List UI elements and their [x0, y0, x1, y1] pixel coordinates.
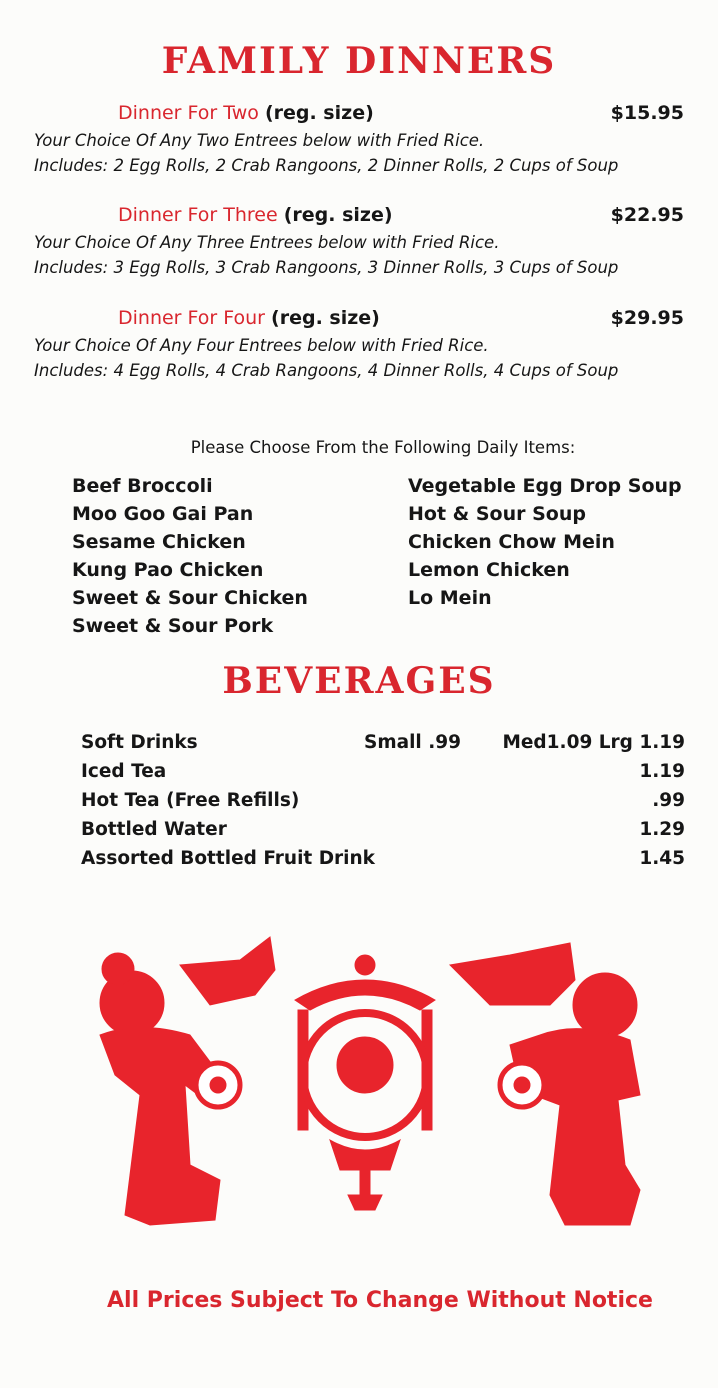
dinner-name: Dinner For Three: [118, 204, 278, 226]
beverage-small-price: Small .99: [364, 732, 461, 753]
beverage-price: 1.45: [639, 848, 685, 869]
beverage-price: .99: [652, 790, 685, 811]
lantern-figure: [295, 955, 435, 1210]
daily-item: Sweet & Sour Chicken: [72, 587, 308, 609]
dinner-name: Dinner For Four: [118, 307, 265, 329]
dinner-for-three: [34, 204, 684, 280]
daily-item: Hot & Sour Soup: [408, 503, 586, 525]
decorative-papercut-illustration: [70, 925, 660, 1230]
dinner-for-two: [34, 102, 684, 178]
dinner-size: (reg. size): [283, 204, 393, 226]
dinner-for-four: [34, 307, 684, 383]
daily-item: Beef Broccoli: [72, 475, 213, 497]
dinner-name: Dinner For Two: [118, 102, 259, 124]
dinner-size: (reg. size): [264, 102, 374, 124]
beverage-name: Hot Tea (Free Refills): [81, 790, 300, 811]
beverage-row: [81, 757, 685, 786]
daily-item: Vegetable Egg Drop Soup: [408, 475, 682, 497]
daily-item: Moo Goo Gai Pan: [72, 503, 254, 525]
beverage-price: 1.19: [639, 761, 685, 782]
dinner-price: $29.95: [610, 307, 684, 329]
beverage-name: Assorted Bottled Fruit Drink: [81, 848, 375, 869]
beverage-name: Soft Drinks: [81, 732, 198, 753]
daily-item: Sweet & Sour Pork: [72, 615, 274, 637]
child-right-figure: [450, 943, 640, 1225]
dinner-includes: Includes: 3 Egg Rolls, 3 Crab Rangoons, 3 Dinner Rolls, 3 Cups of Soup: [34, 258, 619, 277]
daily-items-heading: Please Choose From the Following Daily Items:: [190, 438, 576, 457]
dinner-choice: Your Choice Of Any Three Entrees below with Fried Rice.: [34, 233, 500, 252]
beverages-title: BEVERAGES: [222, 660, 496, 702]
dinner-choice: Your Choice Of Any Four Entrees below with Fried Rice.: [34, 336, 489, 355]
dinner-includes: Includes: 2 Egg Rolls, 2 Crab Rangoons, 2 Dinner Rolls, 2 Cups of Soup: [34, 156, 619, 175]
dinner-includes: Includes: 4 Egg Rolls, 4 Crab Rangoons, 4 Dinner Rolls, 4 Cups of Soup: [34, 361, 619, 380]
family-dinners-title: FAMILY DINNERS: [161, 40, 557, 82]
beverage-row: [81, 786, 685, 815]
daily-item: Lemon Chicken: [408, 559, 570, 581]
price-notice: All Prices Subject To Change Without Notice: [107, 1288, 653, 1313]
daily-item: Kung Pao Chicken: [72, 559, 264, 581]
beverage-name: Bottled Water: [81, 819, 227, 840]
daily-item: Sesame Chicken: [72, 531, 246, 553]
dinner-size: (reg. size): [271, 307, 380, 329]
beverage-row: [81, 844, 685, 873]
daily-item: Chicken Chow Mein: [408, 531, 615, 553]
dinner-price: $22.95: [610, 204, 684, 226]
daily-item: Lo Mein: [408, 587, 492, 609]
beverage-name: Iced Tea: [81, 761, 167, 782]
dinner-price: $15.95: [610, 102, 684, 124]
beverages-list: [81, 728, 685, 873]
dinner-choice: Your Choice Of Any Two Entrees below with Fried Rice.: [34, 131, 485, 150]
beverage-price: 1.29: [639, 819, 685, 840]
beverage-price: Med1.09 Lrg 1.19: [502, 732, 685, 753]
daily-items-right: [408, 472, 682, 612]
beverage-row: [81, 728, 685, 757]
beverage-row: [81, 815, 685, 844]
daily-items-left: [72, 472, 308, 640]
child-left-figure: [100, 937, 275, 1225]
